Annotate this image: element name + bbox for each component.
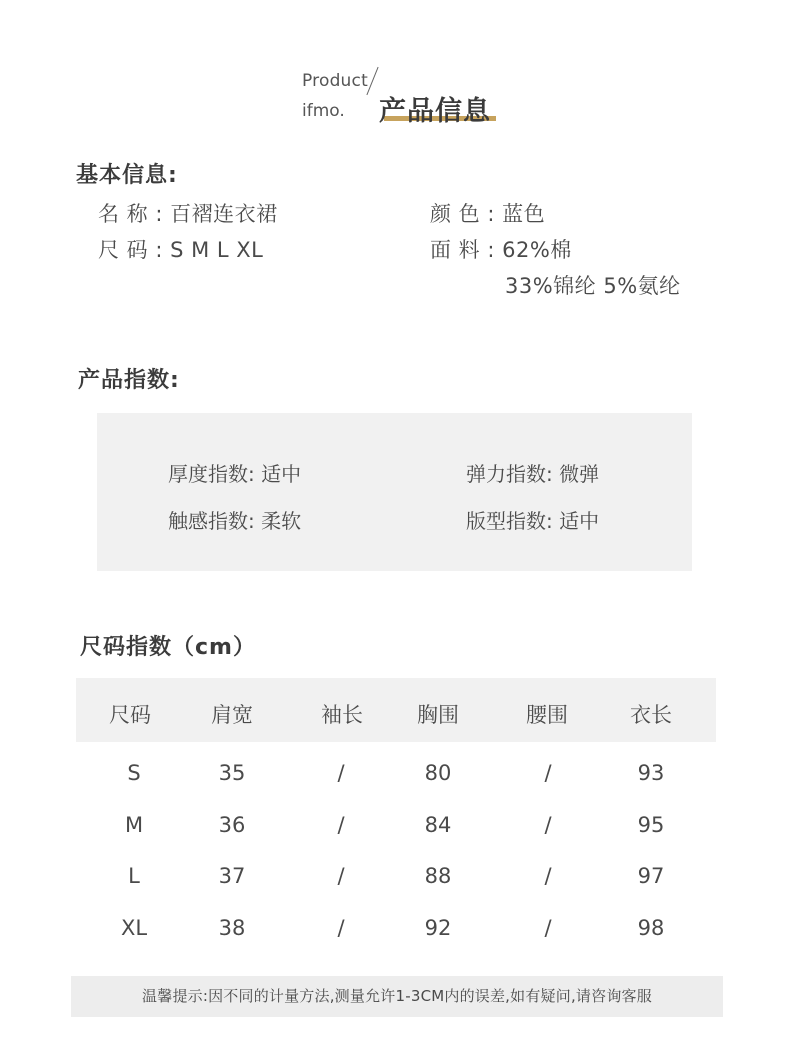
table-cell: 38	[218, 916, 246, 940]
table-header-cell: 肩宽	[211, 703, 253, 727]
table-cell: 37	[218, 864, 246, 888]
index-value: 微弹	[559, 462, 600, 486]
table-cell: /	[544, 813, 552, 837]
color-row	[430, 198, 545, 228]
table-cell: 92	[424, 916, 452, 940]
index-item-touch	[168, 505, 301, 534]
table-header-cell: 衣长	[630, 703, 672, 727]
fabric-value-1: 62%棉	[502, 238, 572, 262]
table-cell: /	[337, 761, 345, 785]
page-title: 产品信息	[379, 96, 491, 127]
size-row	[98, 234, 263, 264]
table-cell: /	[544, 761, 552, 785]
table-cell: S	[127, 761, 141, 785]
table-header-cell: 尺码	[109, 703, 151, 727]
index-label: 弹力指数:	[466, 462, 553, 486]
index-value: 柔软	[261, 509, 302, 533]
table-cell: 97	[637, 864, 665, 888]
table-cell: 80	[424, 761, 452, 785]
index-item-elasticity	[466, 458, 599, 487]
index-value: 适中	[261, 462, 302, 486]
index-value: 适中	[559, 509, 600, 533]
product-index-panel	[97, 413, 692, 571]
table-cell: /	[544, 864, 552, 888]
index-item-fit	[466, 505, 599, 534]
table-cell: 93	[637, 761, 665, 785]
fabric-row	[430, 234, 572, 264]
table-cell: 84	[424, 813, 452, 837]
table-cell: M	[124, 813, 144, 837]
table-cell: /	[337, 813, 345, 837]
table-cell: 98	[637, 916, 665, 940]
table-cell: /	[544, 916, 552, 940]
size-value: S M L XL	[170, 238, 264, 262]
header-en-line1: Product	[302, 71, 368, 91]
table-cell: /	[337, 916, 345, 940]
size-label: 尺 码 :	[98, 238, 171, 262]
color-label: 颜 色 :	[430, 202, 503, 226]
table-cell: XL	[120, 916, 148, 940]
table-header-cell: 胸围	[417, 703, 459, 727]
name-label: 名 称 :	[98, 202, 171, 226]
table-cell: /	[337, 864, 345, 888]
name-value: 百褶连衣裙	[170, 202, 278, 226]
fabric-label: 面 料 :	[430, 238, 503, 262]
table-cell: 36	[218, 813, 246, 837]
tip-banner	[71, 976, 723, 1017]
color-value: 蓝色	[502, 202, 546, 226]
table-cell: L	[128, 864, 140, 888]
fabric-value-2: 33%锦纶 5%氨纶	[505, 274, 681, 298]
table-cell: 95	[637, 813, 665, 837]
table-cell: 88	[424, 864, 452, 888]
header-en-line2: ifmo.	[302, 101, 345, 121]
product-index-title: 产品指数:	[78, 368, 180, 393]
index-label: 版型指数:	[466, 509, 553, 533]
index-label: 厚度指数:	[168, 462, 255, 486]
index-item-thickness	[168, 458, 301, 487]
size-index-title: 尺码指数（cm）	[80, 635, 256, 660]
index-label: 触感指数:	[168, 509, 255, 533]
name-row	[98, 198, 278, 228]
table-cell: 35	[218, 761, 246, 785]
tip-text: 温馨提示:因不同的计量方法,测量允许1-3CM内的误差,如有疑问,请咨询客服	[142, 987, 652, 1005]
table-header-cell: 腰围	[526, 703, 568, 727]
header-slash-divider	[366, 67, 378, 95]
basic-info-title: 基本信息:	[76, 163, 178, 188]
table-header-cell: 袖长	[321, 703, 363, 727]
